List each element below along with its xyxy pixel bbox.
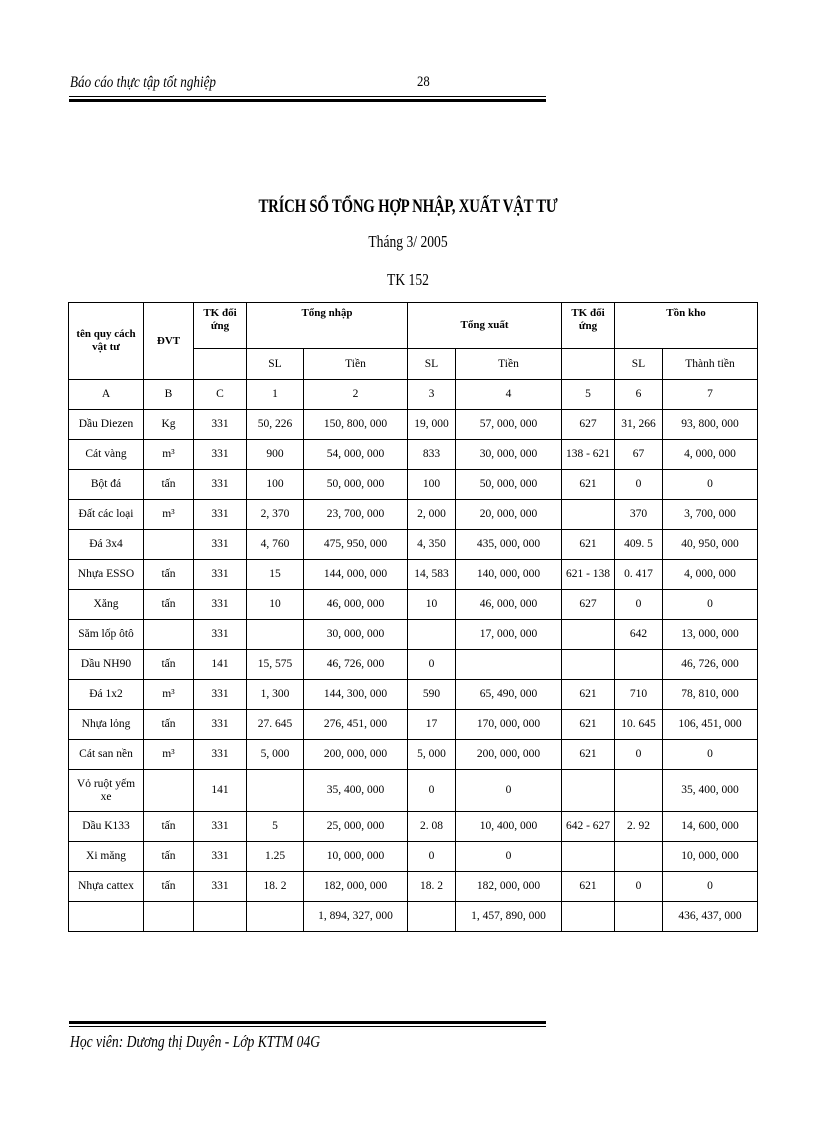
cell-sl-in: 50, 226 xyxy=(247,410,304,440)
cell-tk-out: 627 xyxy=(562,590,615,620)
cell-amount-stock: 78, 810, 000 xyxy=(663,680,758,710)
cell-sl-stock: 642 xyxy=(615,620,663,650)
cell-unit: m³ xyxy=(144,500,194,530)
cell-item: Đất các loại xyxy=(69,500,144,530)
cell-sl-out: 2. 08 xyxy=(408,812,456,842)
cell-amount-in: 150, 800, 000 xyxy=(304,410,408,440)
cell-item: Nhựa lỏng xyxy=(69,710,144,740)
cell-amount-stock: 0 xyxy=(663,590,758,620)
cell-tk-in: 331 xyxy=(194,560,247,590)
cell-tk-out: 621 xyxy=(562,470,615,500)
cell-amount-out: 140, 000, 000 xyxy=(456,560,562,590)
cell-sl-in: 27. 645 xyxy=(247,710,304,740)
cell-amount-in: 10, 000, 000 xyxy=(304,842,408,872)
cell-amount-stock: 14, 600, 000 xyxy=(663,812,758,842)
col-subheader-sl-out: SL xyxy=(408,349,456,380)
cell-unit: tấn xyxy=(144,812,194,842)
cell-amount-in: 46, 726, 000 xyxy=(304,650,408,680)
cell-sl-stock: 67 xyxy=(615,440,663,470)
cell-sl-out: 0 xyxy=(408,770,456,812)
table-row xyxy=(69,842,758,872)
cell-amount-stock: 4, 000, 000 xyxy=(663,440,758,470)
materials-summary-table xyxy=(68,302,758,932)
cell-sl-out: 19, 000 xyxy=(408,410,456,440)
cell-sl-in: 15, 575 xyxy=(247,650,304,680)
cell-unit: m³ xyxy=(144,440,194,470)
cell-amount-out: 17, 000, 000 xyxy=(456,620,562,650)
cell-amount-in: 200, 000, 000 xyxy=(304,740,408,770)
totals-row xyxy=(69,902,758,932)
cell-unit xyxy=(144,902,194,932)
cell-amount-out: 20, 000, 000 xyxy=(456,500,562,530)
cell-tk-out xyxy=(562,842,615,872)
cell-tk-in: 331 xyxy=(194,530,247,560)
cell-tk-in: 331 xyxy=(194,680,247,710)
cell-sl-in: 1.25 xyxy=(247,842,304,872)
cell-sl-stock: 0 xyxy=(615,470,663,500)
cell-sl-out: 18. 2 xyxy=(408,872,456,902)
cell-amount-stock: 4, 000, 000 xyxy=(663,560,758,590)
col-header-tk-out: TK đối ứng xyxy=(562,303,615,349)
col-subheader-amount-stock: Thành tiền xyxy=(663,349,758,380)
cell-item: Dầu NH90 xyxy=(69,650,144,680)
cell-amount-out: 435, 000, 000 xyxy=(456,530,562,560)
cell-tk-in: C xyxy=(194,380,247,410)
cell-tk-out: 621 xyxy=(562,740,615,770)
cell-amount-in: 50, 000, 000 xyxy=(304,470,408,500)
cell-sl-out: 3 xyxy=(408,380,456,410)
cell-sl-stock: 2. 92 xyxy=(615,812,663,842)
cell-item: Dầu K133 xyxy=(69,812,144,842)
cell-sl-stock: 409. 5 xyxy=(615,530,663,560)
cell-sl-out: 17 xyxy=(408,710,456,740)
document-account: TK 152 xyxy=(387,270,429,289)
cell-tk-out xyxy=(562,500,615,530)
cell-sl-stock: 0 xyxy=(615,590,663,620)
cell-tk-in: 331 xyxy=(194,590,247,620)
cell-unit: m³ xyxy=(144,740,194,770)
cell-sl-in: 100 xyxy=(247,470,304,500)
cell-sl-out: 0 xyxy=(408,650,456,680)
cell-tk-out: 138 - 621 xyxy=(562,440,615,470)
cell-amount-in: 144, 300, 000 xyxy=(304,680,408,710)
cell-tk-in: 331 xyxy=(194,440,247,470)
cell-sl-out xyxy=(408,902,456,932)
cell-tk-in: 331 xyxy=(194,710,247,740)
cell-amount-in: 1, 894, 327, 000 xyxy=(304,902,408,932)
cell-tk-out xyxy=(562,902,615,932)
cell-unit: tấn xyxy=(144,590,194,620)
col-subheader-amount-in: Tiền xyxy=(304,349,408,380)
col-subheader-empty xyxy=(194,349,247,380)
cell-amount-stock: 46, 726, 000 xyxy=(663,650,758,680)
cell-sl-in: 10 xyxy=(247,590,304,620)
cell-amount-stock: 7 xyxy=(663,380,758,410)
cell-sl-out: 10 xyxy=(408,590,456,620)
cell-amount-out: 170, 000, 000 xyxy=(456,710,562,740)
cell-unit: tấn xyxy=(144,872,194,902)
cell-unit xyxy=(144,620,194,650)
table-row xyxy=(69,410,758,440)
column-code-row xyxy=(69,380,758,410)
cell-sl-out xyxy=(408,620,456,650)
cell-sl-in: 15 xyxy=(247,560,304,590)
cell-amount-out: 0 xyxy=(456,770,562,812)
table-row xyxy=(69,812,758,842)
cell-tk-in: 331 xyxy=(194,410,247,440)
cell-unit: tấn xyxy=(144,842,194,872)
cell-sl-out: 14, 583 xyxy=(408,560,456,590)
cell-sl-stock: 6 xyxy=(615,380,663,410)
cell-unit: tấn xyxy=(144,710,194,740)
cell-amount-in: 276, 451, 000 xyxy=(304,710,408,740)
cell-sl-in: 2, 370 xyxy=(247,500,304,530)
cell-sl-in: 4, 760 xyxy=(247,530,304,560)
cell-amount-in: 30, 000, 000 xyxy=(304,620,408,650)
cell-item: Vỏ ruột yếm xe xyxy=(69,770,144,812)
cell-amount-in: 23, 700, 000 xyxy=(304,500,408,530)
cell-tk-in: 331 xyxy=(194,812,247,842)
table-row xyxy=(69,710,758,740)
page-number: 28 xyxy=(417,74,430,90)
cell-amount-stock: 10, 000, 000 xyxy=(663,842,758,872)
cell-item xyxy=(69,902,144,932)
cell-unit: m³ xyxy=(144,680,194,710)
cell-tk-in: 331 xyxy=(194,470,247,500)
cell-amount-in: 46, 000, 000 xyxy=(304,590,408,620)
cell-sl-stock: 370 xyxy=(615,500,663,530)
cell-item: Săm lốp ôtô xyxy=(69,620,144,650)
table-row xyxy=(69,650,758,680)
cell-sl-stock xyxy=(615,650,663,680)
header-row-1 xyxy=(69,303,758,349)
cell-amount-out: 57, 000, 000 xyxy=(456,410,562,440)
cell-tk-out: 621 xyxy=(562,680,615,710)
cell-amount-stock: 436, 437, 000 xyxy=(663,902,758,932)
cell-item: Đá 1x2 xyxy=(69,680,144,710)
cell-amount-out: 4 xyxy=(456,380,562,410)
table-row xyxy=(69,530,758,560)
cell-sl-stock: 10. 645 xyxy=(615,710,663,740)
table-row xyxy=(69,440,758,470)
cell-sl-out: 2, 000 xyxy=(408,500,456,530)
cell-tk-in xyxy=(194,902,247,932)
cell-amount-out: 30, 000, 000 xyxy=(456,440,562,470)
cell-sl-out: 100 xyxy=(408,470,456,500)
cell-tk-out xyxy=(562,650,615,680)
cell-sl-stock: 0. 417 xyxy=(615,560,663,590)
cell-amount-stock: 0 xyxy=(663,872,758,902)
col-subheader-sl-in: SL xyxy=(247,349,304,380)
cell-sl-out: 5, 000 xyxy=(408,740,456,770)
table-row xyxy=(69,590,758,620)
cell-tk-out xyxy=(562,620,615,650)
cell-amount-out xyxy=(456,650,562,680)
cell-unit: tấn xyxy=(144,650,194,680)
cell-amount-stock: 0 xyxy=(663,740,758,770)
cell-item: Cát san nền xyxy=(69,740,144,770)
cell-tk-in: 331 xyxy=(194,740,247,770)
cell-unit xyxy=(144,770,194,812)
cell-sl-stock xyxy=(615,842,663,872)
header-rule-thin xyxy=(69,96,546,97)
col-header-stock: Tồn kho xyxy=(615,303,758,349)
cell-sl-in xyxy=(247,902,304,932)
cell-amount-out: 46, 000, 000 xyxy=(456,590,562,620)
cell-tk-out: 642 - 627 xyxy=(562,812,615,842)
table-row xyxy=(69,560,758,590)
table-row xyxy=(69,620,758,650)
cell-amount-out: 65, 490, 000 xyxy=(456,680,562,710)
cell-sl-in: 5, 000 xyxy=(247,740,304,770)
cell-tk-out: 621 xyxy=(562,530,615,560)
document-month: Tháng 3/ 2005 xyxy=(368,232,448,251)
cell-sl-out: 590 xyxy=(408,680,456,710)
cell-tk-in: 331 xyxy=(194,620,247,650)
cell-sl-stock xyxy=(615,902,663,932)
cell-sl-out: 0 xyxy=(408,842,456,872)
cell-unit xyxy=(144,530,194,560)
cell-amount-stock: 106, 451, 000 xyxy=(663,710,758,740)
cell-unit: Kg xyxy=(144,410,194,440)
cell-tk-out: 621 xyxy=(562,710,615,740)
cell-amount-out: 0 xyxy=(456,842,562,872)
cell-unit: tấn xyxy=(144,470,194,500)
cell-sl-stock: 31, 266 xyxy=(615,410,663,440)
cell-item: Cát vàng xyxy=(69,440,144,470)
cell-unit: tấn xyxy=(144,560,194,590)
table-row xyxy=(69,872,758,902)
cell-sl-in: 18. 2 xyxy=(247,872,304,902)
cell-amount-stock: 93, 800, 000 xyxy=(663,410,758,440)
document-title: TRÍCH SỔ TỔNG HỢP NHẬP, XUẤT VẬT TƯ xyxy=(258,196,558,217)
cell-amount-in: 2 xyxy=(304,380,408,410)
col-subheader-empty xyxy=(562,349,615,380)
cell-item: Xăng xyxy=(69,590,144,620)
col-header-tk-in: TK đối ứng xyxy=(194,303,247,349)
cell-tk-out: 621 - 138 xyxy=(562,560,615,590)
cell-amount-out: 182, 000, 000 xyxy=(456,872,562,902)
cell-item: Xi măng xyxy=(69,842,144,872)
header-rule-thick xyxy=(69,99,546,102)
cell-amount-stock: 13, 000, 000 xyxy=(663,620,758,650)
cell-amount-in: 54, 000, 000 xyxy=(304,440,408,470)
cell-amount-out: 200, 000, 000 xyxy=(456,740,562,770)
cell-amount-in: 25, 000, 000 xyxy=(304,812,408,842)
cell-tk-in: 331 xyxy=(194,842,247,872)
cell-sl-out: 4, 350 xyxy=(408,530,456,560)
cell-item: Nhựa cattex xyxy=(69,872,144,902)
student-footer: Học viên: Dương thị Duyên - Lớp KTTM 04G xyxy=(70,1032,321,1051)
cell-amount-stock: 0 xyxy=(663,470,758,500)
table-row xyxy=(69,680,758,710)
cell-sl-stock: 0 xyxy=(615,872,663,902)
cell-tk-in: 141 xyxy=(194,770,247,812)
cell-sl-in: 1 xyxy=(247,380,304,410)
cell-sl-stock xyxy=(615,770,663,812)
cell-unit: B xyxy=(144,380,194,410)
cell-sl-stock: 710 xyxy=(615,680,663,710)
cell-sl-in: 1, 300 xyxy=(247,680,304,710)
cell-amount-out: 1, 457, 890, 000 xyxy=(456,902,562,932)
cell-amount-in: 35, 400, 000 xyxy=(304,770,408,812)
footer-rule-thick xyxy=(69,1021,546,1024)
cell-tk-in: 331 xyxy=(194,500,247,530)
cell-amount-in: 182, 000, 000 xyxy=(304,872,408,902)
cell-tk-out: 5 xyxy=(562,380,615,410)
cell-item: Bột đá xyxy=(69,470,144,500)
table-row xyxy=(69,500,758,530)
cell-amount-stock: 3, 700, 000 xyxy=(663,500,758,530)
col-header-total-in: Tổng nhập xyxy=(247,303,408,349)
cell-amount-out: 50, 000, 000 xyxy=(456,470,562,500)
cell-tk-out: 621 xyxy=(562,872,615,902)
cell-amount-in: 144, 000, 000 xyxy=(304,560,408,590)
cell-sl-in: 5 xyxy=(247,812,304,842)
cell-amount-stock: 40, 950, 000 xyxy=(663,530,758,560)
cell-item: Đá 3x4 xyxy=(69,530,144,560)
col-header-total-out: Tổng xuất xyxy=(408,303,562,349)
cell-sl-in: 900 xyxy=(247,440,304,470)
footer-rule-thin xyxy=(69,1026,546,1027)
cell-tk-out: 627 xyxy=(562,410,615,440)
cell-tk-in: 331 xyxy=(194,872,247,902)
cell-sl-stock: 0 xyxy=(615,740,663,770)
cell-amount-out: 10, 400, 000 xyxy=(456,812,562,842)
col-header-unit: ĐVT xyxy=(144,303,194,380)
cell-sl-out: 833 xyxy=(408,440,456,470)
report-header-title: Báo cáo thực tập tốt nghiệp xyxy=(70,74,216,91)
col-header-item: tên quy cách vật tư xyxy=(69,303,144,380)
cell-sl-in xyxy=(247,620,304,650)
col-subheader-sl-stock: SL xyxy=(615,349,663,380)
cell-amount-stock: 35, 400, 000 xyxy=(663,770,758,812)
cell-tk-out xyxy=(562,770,615,812)
cell-tk-in: 141 xyxy=(194,650,247,680)
col-subheader-amount-out: Tiền xyxy=(456,349,562,380)
table-row xyxy=(69,770,758,812)
table-row xyxy=(69,740,758,770)
table-row xyxy=(69,470,758,500)
cell-item: Dầu Diezen xyxy=(69,410,144,440)
cell-item: Nhựa ESSO xyxy=(69,560,144,590)
cell-sl-in xyxy=(247,770,304,812)
cell-item: A xyxy=(69,380,144,410)
cell-amount-in: 475, 950, 000 xyxy=(304,530,408,560)
